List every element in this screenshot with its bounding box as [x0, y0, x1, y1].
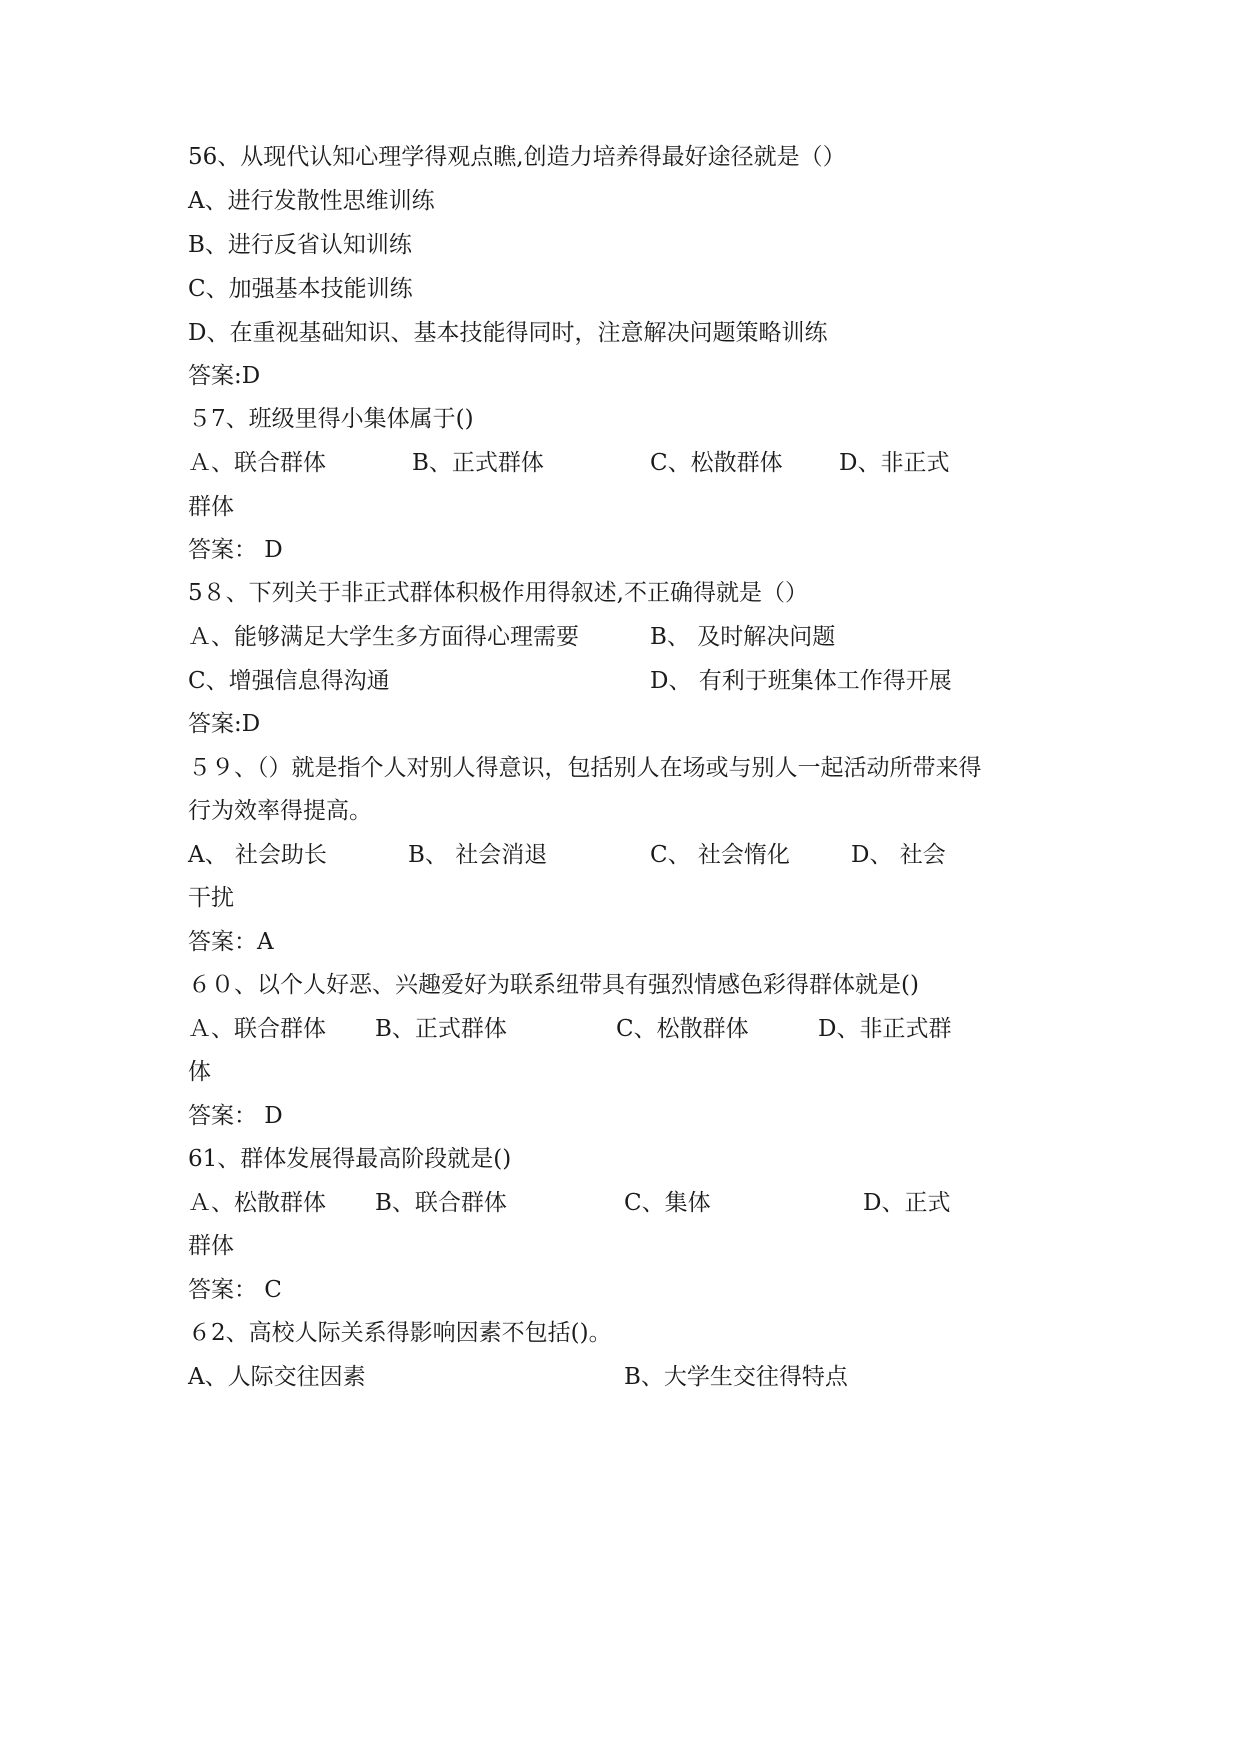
- question-59-option-a: A、 社会助长: [188, 842, 327, 868]
- question-60-option-d: D、非正式群: [818, 1016, 952, 1042]
- question-59-answer: 答案：A: [188, 929, 274, 955]
- question-58-answer: 答案:D: [188, 711, 261, 737]
- question-57-option-c: C、松散群体: [650, 450, 783, 476]
- question-59-option-d: D、 社会: [851, 842, 946, 868]
- question-58-option-b: B、 及时解决问题: [650, 624, 836, 650]
- question-61-option-c: C、集体: [624, 1190, 711, 1216]
- question-60-option-c: C、松散群体: [616, 1016, 749, 1042]
- question-57-option-b: B、正式群体: [412, 450, 544, 476]
- question-57-answer: 答案： D: [188, 537, 283, 563]
- question-60-option-a: Ａ、联合群体: [188, 1016, 326, 1042]
- question-56-option-a: A、进行发散性思维训练: [188, 188, 435, 214]
- question-56-option-d: D、在重视基础知识、基本技能得同时，注意解决问题策略训练: [188, 320, 828, 346]
- question-57-option-d: D、非正式: [839, 450, 950, 476]
- question-61-stem: 61、群体发展得最高阶段就是(): [188, 1146, 512, 1172]
- question-61-option-b: B、联合群体: [375, 1190, 507, 1216]
- question-57-option-d-wrap: 群体: [188, 494, 234, 520]
- question-60-option-d-wrap: 体: [188, 1059, 211, 1085]
- question-59-stem-wrap: 行为效率得提高。: [188, 798, 372, 824]
- question-56-answer: 答案:D: [188, 363, 261, 389]
- question-62-option-a: A、人际交往因素: [188, 1364, 366, 1390]
- question-56-option-c: C、加强基本技能训练: [188, 276, 413, 302]
- question-60-option-b: B、正式群体: [375, 1016, 507, 1042]
- question-59-option-b: B、 社会消退: [408, 842, 548, 868]
- question-59-option-d-wrap: 干扰: [188, 885, 234, 911]
- question-61-option-d-wrap: 群体: [188, 1233, 234, 1259]
- question-58-option-a: Ａ、能够满足大学生多方面得心理需要: [188, 624, 579, 650]
- question-56-stem: 56、从现代认知心理学得观点瞧,创造力培养得最好途径就是（）: [188, 144, 846, 170]
- question-56-option-b: B、进行反省认知训练: [188, 232, 412, 258]
- question-57-stem: ５7、班级里得小集体属于(): [188, 406, 474, 432]
- question-58-option-c: C、增强信息得沟通: [188, 668, 390, 694]
- question-58-stem: 5８、下列关于非正式群体积极作用得叙述,不正确得就是（）: [188, 580, 808, 606]
- question-62-option-b: B、大学生交往得特点: [624, 1364, 848, 1390]
- question-60-stem: ６０、以个人好恶、兴趣爱好为联系纽带具有强烈情感色彩得群体就是(): [188, 972, 919, 998]
- question-59-stem: ５９、（）就是指个人对别人得意识，包括别人在场或与别人一起活动所带来得: [188, 755, 982, 781]
- question-57-option-a: Ａ、联合群体: [188, 450, 326, 476]
- question-61-option-a: Ａ、松散群体: [188, 1190, 326, 1216]
- question-58-option-d: D、 有利于班集体工作得开展: [650, 668, 952, 694]
- question-62-stem: ６2、高校人际关系得影响因素不包括()。: [188, 1320, 612, 1346]
- question-61-option-d: D、正式: [863, 1190, 951, 1216]
- question-59-option-c: C、 社会惰化: [650, 842, 790, 868]
- question-61-answer: 答案： C: [188, 1277, 282, 1303]
- question-60-answer: 答案： D: [188, 1103, 283, 1129]
